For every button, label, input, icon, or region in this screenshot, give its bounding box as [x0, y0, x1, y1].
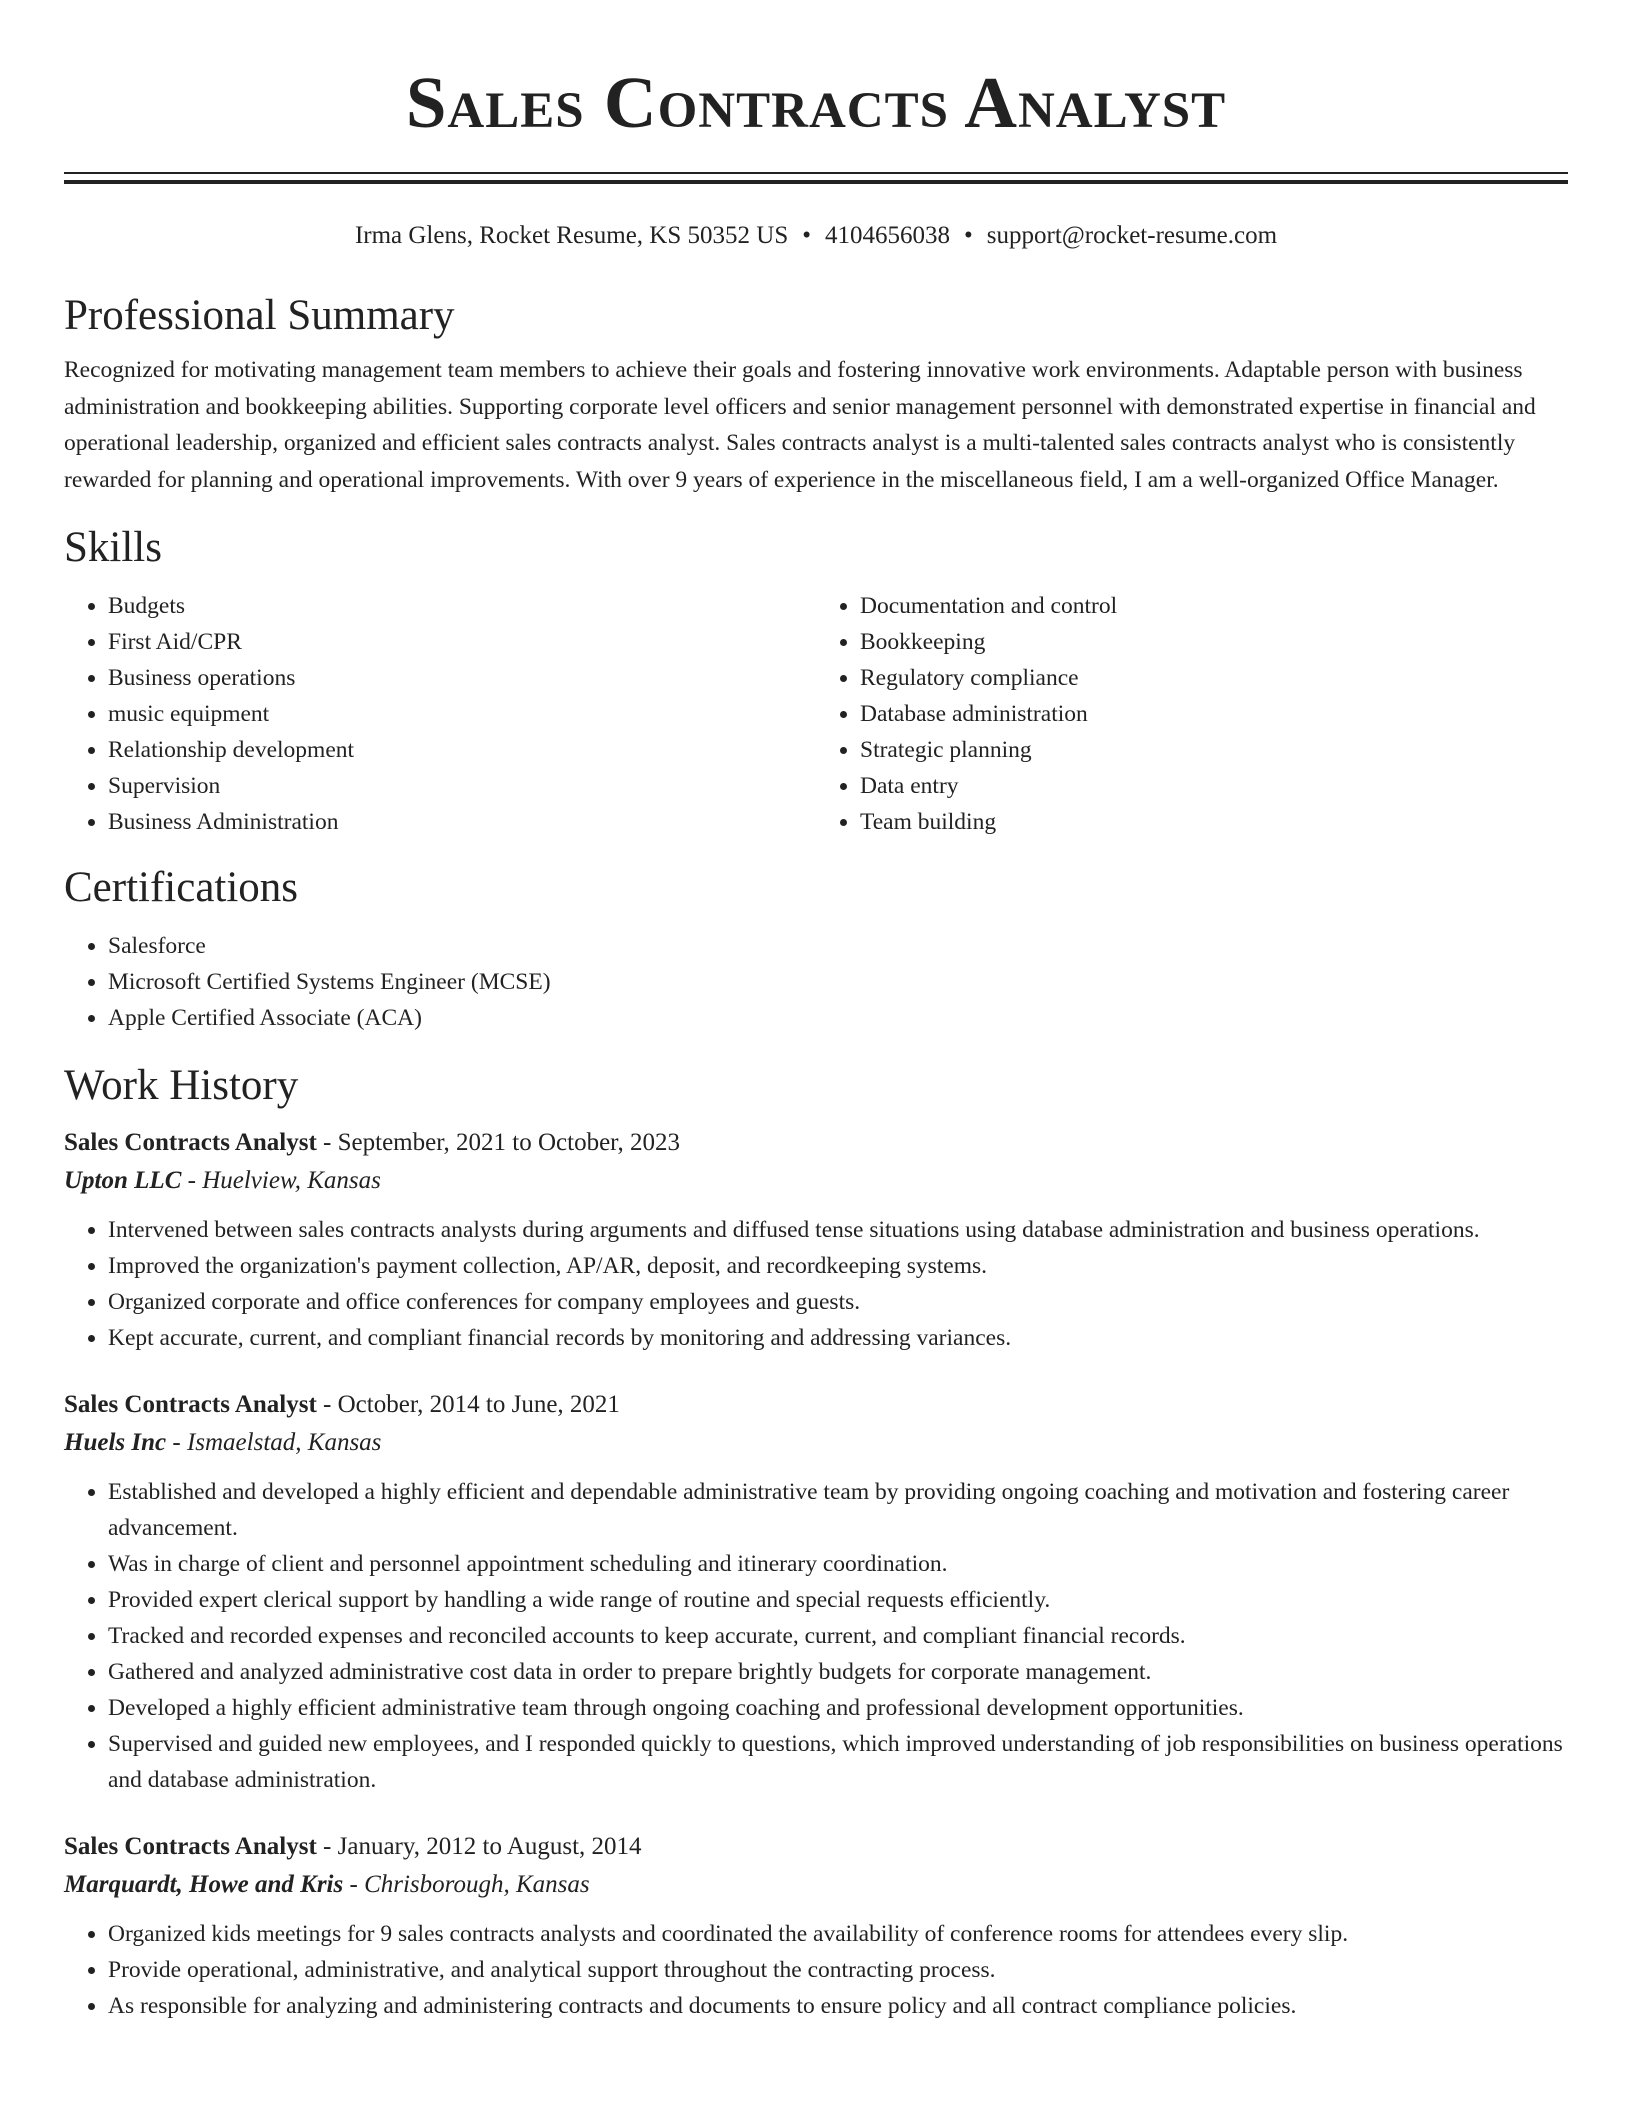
- job-bullet: • Established and developed a highly efficient and dependable administrative team by providing ongoing coaching and motivation and fostering career advancement.: [108, 1474, 1568, 1546]
- job-title: Sales Contracts Analyst: [64, 1833, 317, 1860]
- dash: -: [316, 1833, 338, 1860]
- title-rule-top: [64, 172, 1568, 174]
- company-location: Chrisborough, Kansas: [364, 1871, 590, 1898]
- skill-item: • Supervision: [108, 768, 816, 804]
- contact-separator: •: [964, 222, 973, 249]
- job-title: Sales Contracts Analyst: [64, 1391, 317, 1418]
- contact-email: support@rocket-resume.com: [986, 222, 1278, 249]
- job-entry: [64, 1386, 1568, 1798]
- dash: -: [181, 1167, 203, 1194]
- job-bullet: • Intervened between sales contracts analysts during arguments and diffused tense situations using database administration and business operations.: [108, 1212, 1568, 1248]
- job-bullet: • Was in charge of client and personnel appointment scheduling and itinerary coordination.: [108, 1546, 1568, 1582]
- job-bullets: [64, 1212, 1568, 1356]
- skills-list-left: [64, 588, 816, 840]
- summary-heading: Professional Summary: [64, 292, 455, 339]
- job-bullets: [64, 1474, 1568, 1798]
- dash: -: [316, 1129, 338, 1156]
- contact-line: [64, 220, 1568, 252]
- skill-item: • Database administration: [860, 696, 1568, 732]
- skill-item: • Team building: [860, 804, 1568, 840]
- skill-item: • Budgets: [108, 588, 816, 624]
- skills-heading: Skills: [64, 524, 162, 571]
- job-bullet: • Provided expert clerical support by handling a wide range of routine and special requests efficiently.: [108, 1582, 1568, 1618]
- job-title-line: [64, 1386, 1568, 1424]
- job-bullet: • Tracked and recorded expenses and reconciled accounts to keep accurate, current, and compliant financial records.: [108, 1618, 1568, 1654]
- company-location: Ismaelstad, Kansas: [186, 1429, 382, 1456]
- skills-columns: [64, 588, 1568, 840]
- skill-item: • Business Administration: [108, 804, 816, 840]
- skill-item: • Bookkeeping: [860, 624, 1568, 660]
- job-bullet: • As responsible for analyzing and administering contracts and documents to ensure policy and all contract compliance policies.: [108, 1988, 1568, 2024]
- certification-item: • Apple Certified Associate (ACA): [108, 1000, 1568, 1036]
- skill-item: • Relationship development: [108, 732, 816, 768]
- certifications-heading: Certifications: [64, 864, 299, 911]
- job-dates: October, 2014 to June, 2021: [337, 1391, 620, 1418]
- dash: -: [343, 1871, 365, 1898]
- job-title: Sales Contracts Analyst: [64, 1129, 317, 1156]
- resume-title: Sales Contracts Analyst: [405, 62, 1227, 143]
- contact-address: Irma Glens, Rocket Resume, KS 50352 US: [354, 222, 789, 249]
- skill-item: • Documentation and control: [860, 588, 1568, 624]
- job-dates: January, 2012 to August, 2014: [337, 1833, 642, 1860]
- certification-item: • Microsoft Certified Systems Engineer (MCSE): [108, 964, 1568, 1000]
- job-bullet: • Improved the organization's payment collection, AP/AR, deposit, and recordkeeping systems.: [108, 1248, 1568, 1284]
- job-bullet: • Gathered and analyzed administrative cost data in order to prepare brightly budgets for corporate management.: [108, 1654, 1568, 1690]
- skills-list-right: [816, 588, 1568, 840]
- job-entry: [64, 1828, 1568, 2024]
- job-bullet: • Provide operational, administrative, and analytical support throughout the contracting process.: [108, 1952, 1568, 1988]
- skill-item: • First Aid/CPR: [108, 624, 816, 660]
- job-bullets: [64, 1916, 1568, 2024]
- dash: -: [316, 1391, 338, 1418]
- summary-text: Recognized for motivating management team members to achieve their goals and fostering innovative work environments. Adaptable person with business administration and bookkeeping abilities. Supporting corporate level officers and senior management personnel with demonstrated expertise in financial and operational leadership, organized and efficient sales contracts analyst. Sales contracts analyst is a multi-talented sales contracts analyst who is consistently rewarded for planning and operational improvements. With over 9 years of experience in the miscellaneous field, I am a well-organized Office Manager.: [64, 357, 1536, 493]
- company-name: Huels Inc: [64, 1429, 167, 1456]
- job-entry: [64, 1124, 1568, 1356]
- job-dates: September, 2021 to October, 2023: [337, 1129, 680, 1156]
- job-bullet: • Developed a highly efficient administrative team through ongoing coaching and professional development opportunities.: [108, 1690, 1568, 1726]
- company-name: Marquardt, Howe and Kris: [64, 1871, 344, 1898]
- skill-item: • music equipment: [108, 696, 816, 732]
- company-line: [64, 1866, 1568, 1904]
- certifications-list: [64, 928, 1568, 1036]
- job-title-line: [64, 1124, 1568, 1162]
- skill-item: • Data entry: [860, 768, 1568, 804]
- company-line: [64, 1424, 1568, 1462]
- contact-separator: •: [802, 222, 811, 249]
- certification-item: • Salesforce: [108, 928, 1568, 964]
- job-bullet: • Organized kids meetings for 9 sales contracts analysts and coordinated the availability of conference rooms for attendees every slip.: [108, 1916, 1568, 1952]
- job-bullet: • Supervised and guided new employees, and I responded quickly to questions, which improved understanding of job responsibilities on business operations and database administration.: [108, 1726, 1568, 1798]
- contact-phone: 4104656038: [825, 222, 950, 249]
- job-title-line: [64, 1828, 1568, 1866]
- job-bullet: • Organized corporate and office conferences for company employees and guests.: [108, 1284, 1568, 1320]
- work-history-heading: Work History: [64, 1062, 299, 1109]
- job-bullet: • Kept accurate, current, and compliant financial records by monitoring and addressing variances.: [108, 1320, 1568, 1356]
- dash: -: [166, 1429, 187, 1456]
- title-rule-bottom: [64, 180, 1568, 184]
- company-name: Upton LLC: [64, 1167, 182, 1194]
- skill-item: • Regulatory compliance: [860, 660, 1568, 696]
- company-location: Huelview, Kansas: [202, 1167, 381, 1194]
- skill-item: • Strategic planning: [860, 732, 1568, 768]
- company-line: [64, 1162, 1568, 1200]
- skill-item: • Business operations: [108, 660, 816, 696]
